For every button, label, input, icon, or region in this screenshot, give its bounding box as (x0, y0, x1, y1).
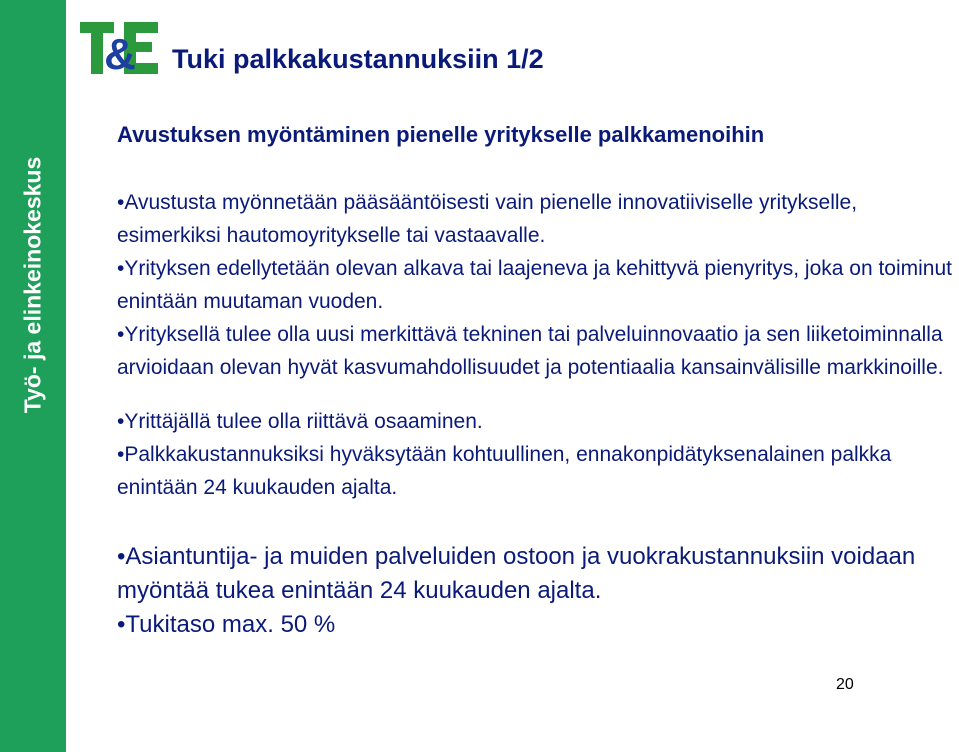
bullet-text: Yrityksellä tulee olla uusi merkittävä tekninen tai palveluinnovaatio ja sen liiketoiminnalla arvioidaan olevan hyvät kasvumahdollisuudet ja potentiaalia kansainvälisille markkinoille. (117, 323, 944, 379)
bullet-text: Tukitaso max. 50 % (125, 611, 336, 638)
svg-text:&: & (104, 30, 136, 74)
bullet-text: Yrittäjällä tulee olla riittävä osaaminen. (124, 410, 483, 433)
list-item (117, 405, 952, 438)
list-item (117, 540, 952, 608)
sidebar (0, 0, 66, 752)
section-subtitle: Avustuksen myöntäminen pienelle yritykselle palkkamenoihin (117, 122, 765, 147)
list-item (117, 252, 952, 318)
list-item (117, 608, 952, 642)
list-item (117, 318, 952, 384)
bullet-list (117, 186, 952, 642)
bullet-marker: • (117, 191, 125, 214)
bullet-marker: • (117, 323, 125, 346)
list-item (117, 438, 952, 504)
list-item (117, 186, 952, 252)
bullet-marker: • (117, 257, 125, 280)
page-title: Tuki palkkakustannuksiin 1/2 (172, 44, 544, 74)
page-number: 20 (836, 676, 854, 693)
bullet-marker: • (117, 410, 125, 433)
bullet-marker: • (117, 611, 126, 638)
bullet-marker: • (117, 443, 125, 466)
bullet-text: Yrityksen edellytetään olevan alkava tai laajeneva ja kehittyvä pienyritys, joka on toiminut enintään muutaman vuoden. (117, 257, 952, 313)
sidebar-label: Työ- ja elinkeinokeskus (19, 156, 46, 414)
bullet-marker: • (117, 543, 126, 570)
te-logo (80, 22, 158, 74)
bullet-text: Palkkakustannuksiksi hyväksytään kohtuullinen, ennakonpidätyksenalainen palkka enintään 24 kuukauden ajalta. (117, 443, 892, 499)
bullet-text: Asiantuntija- ja muiden palveluiden ostoon ja vuokrakustannuksiin voidaan myöntää tukea enintään 24 kuukauden ajalta. (117, 543, 916, 604)
bullet-text: Avustusta myönnetään pääsääntöisesti vain pienelle innovatiiviselle yritykselle, esimerkiksi hautomoyritykselle tai vastaavalle. (117, 191, 858, 247)
